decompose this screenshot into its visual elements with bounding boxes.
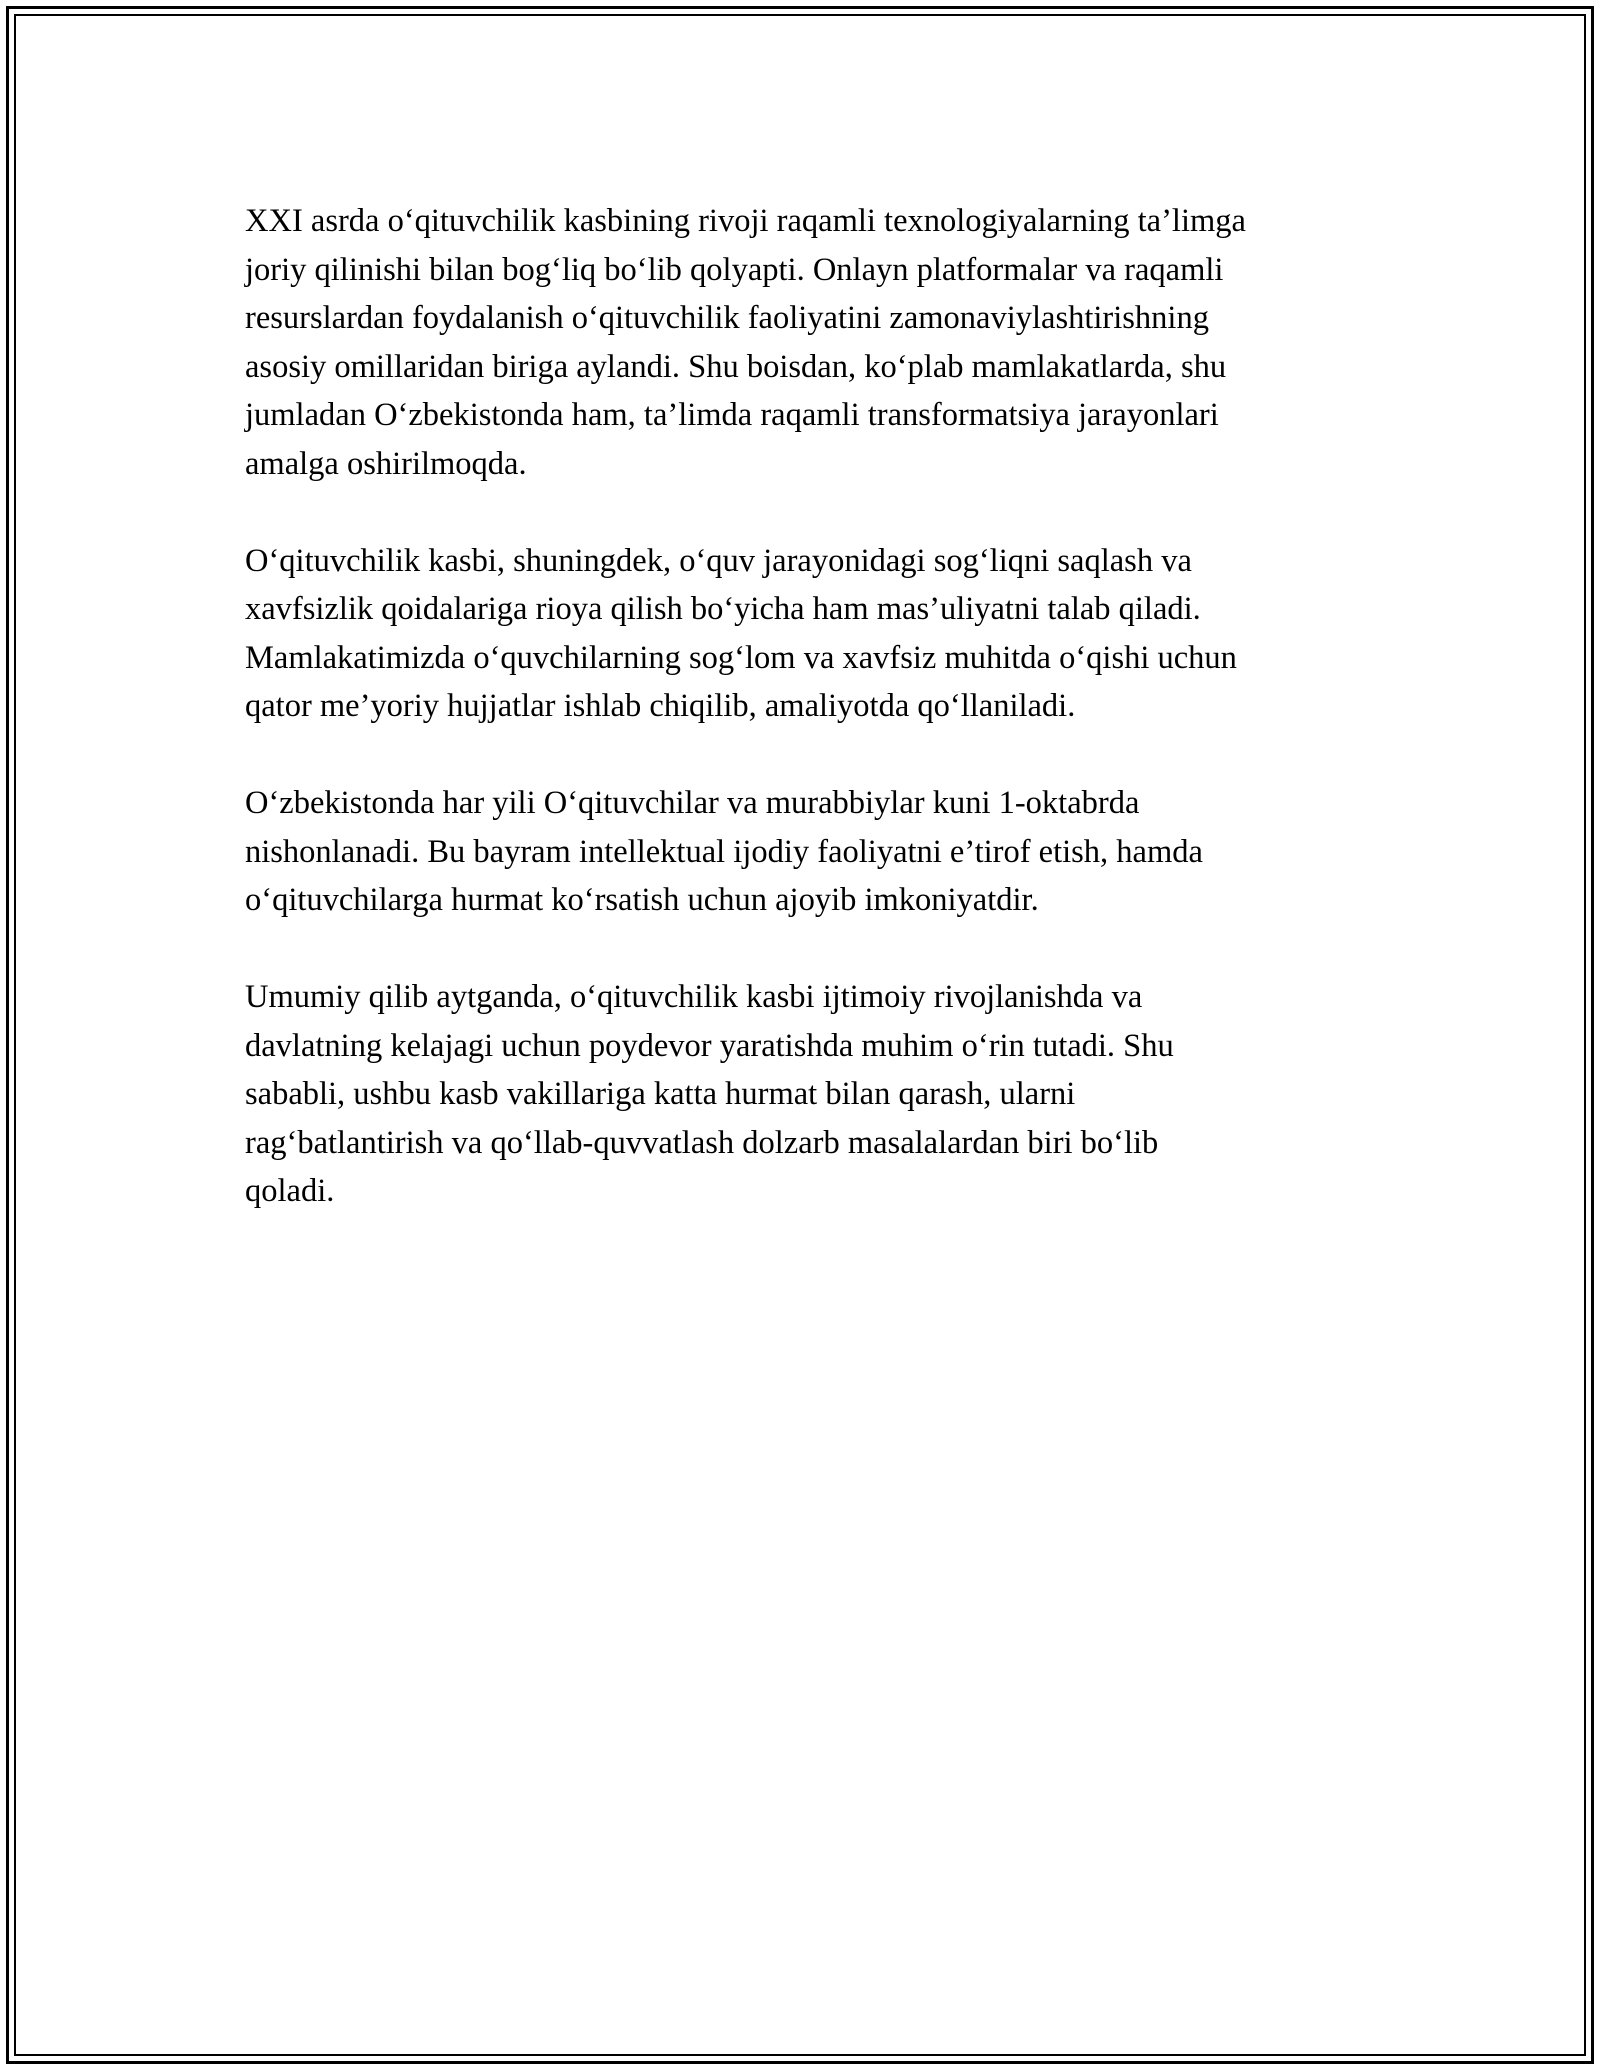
page-border <box>6 6 1594 2064</box>
text-line: Umumiy qilib aytganda, o‘qituvchilik kasbi ijtimoiy rivojlanishda va <box>245 979 1143 1015</box>
text-line: qoladi. <box>245 1173 335 1209</box>
paragraph-3 <box>245 779 1395 925</box>
paragraph-1 <box>245 197 1395 488</box>
text-line: rag‘batlantirish va qo‘llab-quvvatlash dolzarb masalalardan biri bo‘lib <box>245 1124 1159 1161</box>
text-line: o‘qituvchilarga hurmat ko‘rsatish uchun ajoyib imkoniyatdir. <box>245 882 1039 918</box>
text-line: davlatning kelajagi uchun poydevor yaratishda muhim o‘rin tutadi. Shu <box>245 1027 1174 1064</box>
text-line: O‘qituvchilik kasbi, shuningdek, o‘quv jarayonidagi sog‘liqni saqlash va <box>245 542 1192 579</box>
text-line: XXI asrda o‘qituvchilik kasbining rivoji raqamli texnologiyalarning ta’limga <box>245 203 1246 239</box>
text-line: qator me’yoriy hujjatlar ishlab chiqilib, amaliyotda qo‘llaniladi. <box>245 688 1076 724</box>
text-line: xavfsizlik qoidalariga rioya qilish bo‘yicha ham mas’uliyatni talab qiladi. <box>245 591 1201 627</box>
text-line: jumladan O‘zbekistonda ham, ta’limda raqamli transformatsiya jarayonlari <box>245 397 1219 433</box>
text-line: nishonlanadi. Bu bayram intellektual ijodiy faoliyatni e’tirof etish, hamda <box>245 833 1203 870</box>
text-line: asosiy omillaridan biriga aylandi. Shu boisdan, ko‘plab mamlakatlarda, shu <box>245 348 1227 385</box>
text-line: joriy qilinishi bilan bog‘liq bo‘lib qolyapti. Onlayn platformalar va raqamli <box>245 251 1224 288</box>
document-body <box>245 197 1395 1264</box>
text-line: amalga oshirilmoqda. <box>245 445 527 482</box>
paragraph-4 <box>245 973 1395 1216</box>
text-line: Mamlakatimizda o‘quvchilarning sog‘lom va xavfsiz muhitda o‘qishi uchun <box>245 639 1237 676</box>
text-line: sababli, ushbu kasb vakillariga katta hurmat bilan qarash, ularni <box>245 1076 1076 1112</box>
paragraph-2 <box>245 537 1395 731</box>
text-line: O‘zbekistonda har yili O‘qituvchilar va murabbiylar kuni 1-oktabrda <box>245 785 1140 821</box>
text-line: resurslardan foydalanish o‘qituvchilik faoliyatini zamonaviylashtirishning <box>245 300 1209 336</box>
